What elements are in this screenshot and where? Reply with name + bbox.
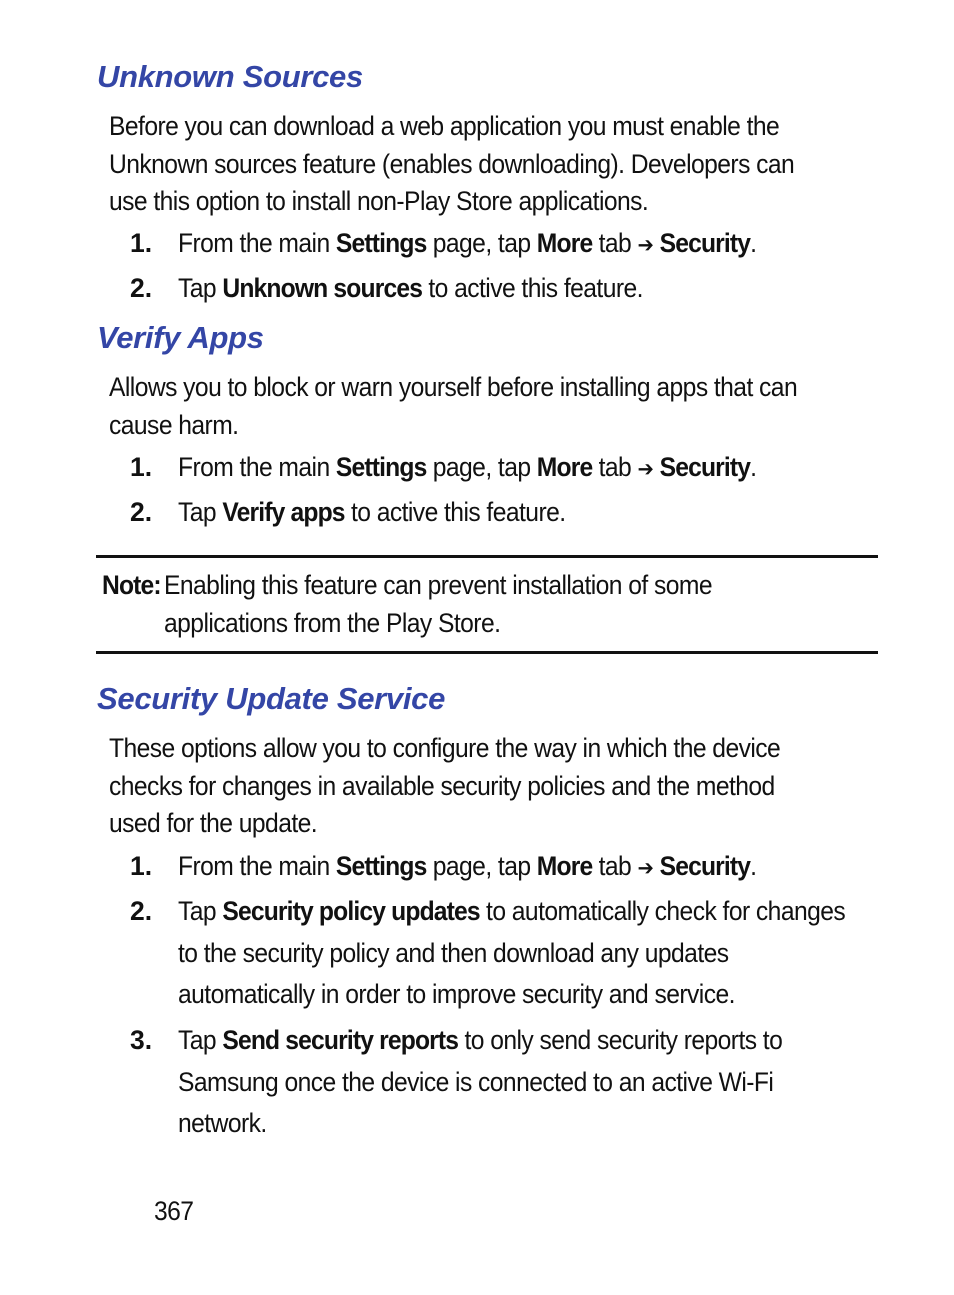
note-text: [164, 566, 712, 642]
step-text-run: to only send security reports to: [458, 1025, 783, 1055]
description-line: checks for changes in available security policies and the method: [109, 770, 775, 801]
step-line: [178, 933, 866, 975]
step-text: [178, 846, 866, 890]
ui-term: More: [536, 851, 593, 881]
section-description-security-update-service: [109, 730, 825, 843]
step-text: [178, 268, 866, 310]
ui-term: Settings: [335, 452, 427, 482]
page-number: 367: [154, 1196, 194, 1226]
step-text-run: network.: [178, 1108, 267, 1138]
step-line: [178, 447, 866, 491]
step-text-run: .: [750, 228, 757, 258]
step-line: [178, 1103, 866, 1145]
step-line: [178, 492, 866, 534]
step-line: [178, 1062, 866, 1104]
step-text: [178, 492, 866, 534]
step-text-run: .: [750, 851, 757, 881]
ui-term: Settings: [335, 228, 427, 258]
note-top-rule: [96, 555, 878, 558]
step-text-run: From the main: [178, 228, 336, 258]
ui-term: Security: [659, 851, 751, 881]
step-text-run: tab: [592, 452, 638, 482]
note-bottom-rule: [96, 651, 878, 654]
section-heading-security-update-service: Security Update Service: [97, 681, 446, 716]
ui-term: More: [536, 452, 593, 482]
description-line: used for the update.: [109, 808, 318, 838]
step-text-run: From the main: [178, 452, 336, 482]
step-text: [178, 1020, 866, 1145]
step-line: [178, 223, 866, 267]
step-text-run: .: [750, 452, 757, 482]
step-number: 2.: [130, 896, 153, 926]
step-line: [178, 891, 866, 933]
section-heading-unknown-sources: Unknown Sources: [97, 59, 363, 94]
step-text-run: to automatically check for changes: [479, 896, 846, 926]
section-description-verify-apps: [109, 369, 825, 444]
description-line: These options allow you to configure the way in which the device: [109, 733, 781, 763]
step-text-run: tab: [592, 228, 638, 258]
step-text-run: page, tap: [426, 452, 537, 482]
step-text-run: From the main: [178, 851, 336, 881]
step-text: [178, 447, 866, 491]
ui-term: Verify apps: [222, 497, 345, 527]
step-text-run: Tap: [178, 273, 223, 303]
step-number: 1.: [130, 452, 153, 482]
ui-term: Unknown sources: [222, 273, 423, 303]
step-text-run: Tap: [178, 497, 223, 527]
step-number: 1.: [130, 851, 153, 881]
ui-term: Settings: [335, 851, 427, 881]
step-number: 1.: [130, 228, 153, 258]
step-number: 3.: [130, 1025, 153, 1055]
step-text-run: to active this feature.: [422, 273, 643, 303]
section-description-unknown-sources: [109, 108, 825, 221]
arrow-right-icon: ➔: [637, 233, 654, 257]
step-text-run: page, tap: [426, 851, 537, 881]
step-line: [178, 974, 866, 1016]
ui-term: Security policy updates: [222, 896, 480, 926]
arrow-right-icon: ➔: [637, 457, 654, 481]
step-text: [178, 891, 866, 1016]
description-line: Unknown sources feature (enables downloading). Developers can: [109, 148, 795, 179]
ui-term: Security: [659, 452, 751, 482]
description-line: Allows you to block or warn yourself before installing apps that can: [109, 372, 798, 402]
step-text: [178, 223, 866, 267]
arrow-right-icon: ➔: [637, 856, 654, 880]
step-line: [178, 846, 866, 890]
description-line: cause harm.: [109, 409, 239, 440]
ui-term: Send security reports: [222, 1025, 459, 1055]
step-text-run: Tap: [178, 1025, 223, 1055]
section-heading-verify-apps: Verify Apps: [97, 320, 264, 355]
step-text-run: page, tap: [426, 228, 537, 258]
step-text-run: Samsung once the device is connected to an active Wi-Fi: [178, 1066, 774, 1097]
step-text-run: Tap: [178, 896, 223, 926]
step-line: [178, 268, 866, 310]
ui-term: More: [536, 228, 593, 258]
step-line: [178, 1020, 866, 1062]
note-label: Note:: [102, 570, 161, 600]
note-line: applications from the Play Store.: [164, 608, 501, 638]
step-text-run: automatically in order to improve security and service.: [178, 979, 735, 1009]
step-number: 2.: [130, 273, 153, 303]
note-line: Enabling this feature can prevent installation of some: [164, 570, 713, 600]
step-text-run: to the security policy and then download any updates: [178, 937, 729, 968]
step-number: 2.: [130, 497, 153, 527]
description-line: Before you can download a web application you must enable the: [109, 111, 780, 141]
ui-term: Security: [659, 228, 751, 258]
step-text-run: to active this feature.: [344, 497, 566, 527]
step-text-run: tab: [592, 851, 638, 881]
description-line: use this option to install non-Play Store applications.: [109, 186, 649, 216]
